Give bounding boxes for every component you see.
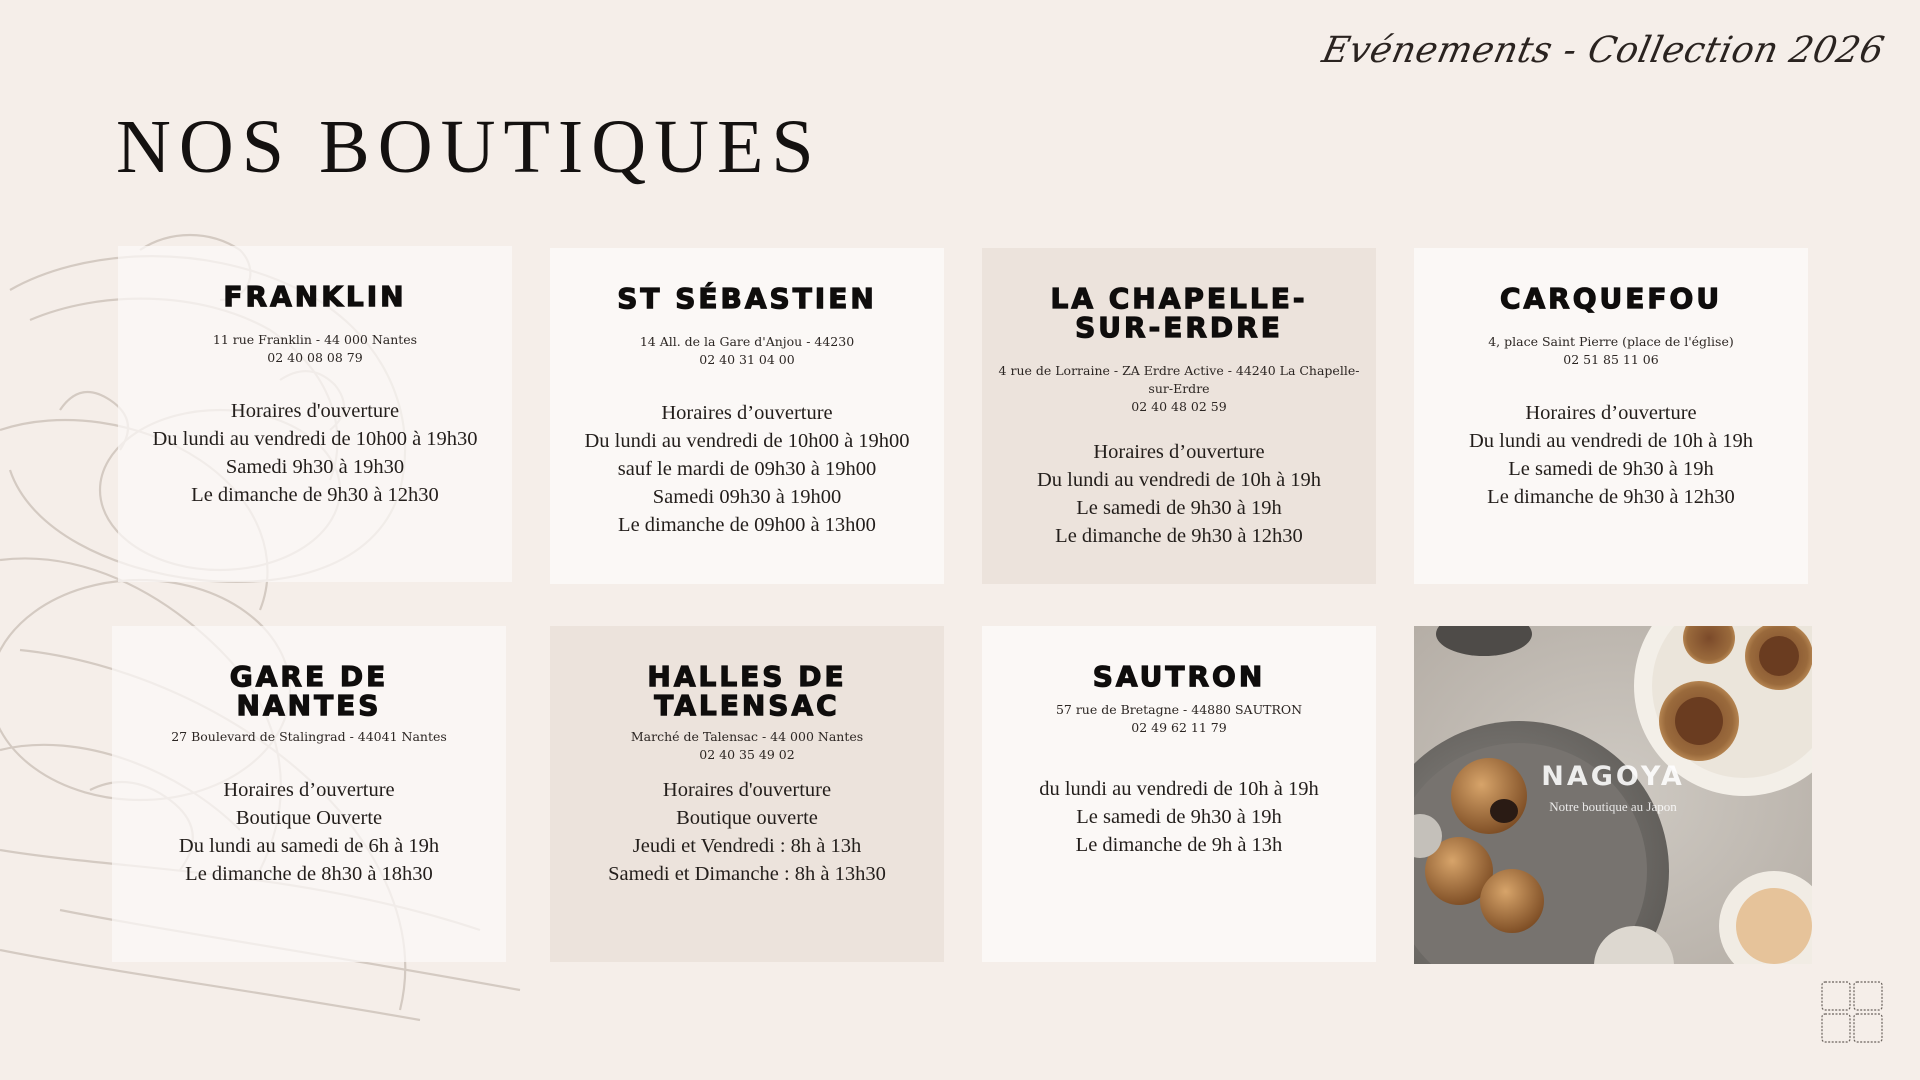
shop-hours bbox=[128, 776, 490, 888]
hours-line: Samedi 09h30 à 19h00 bbox=[652, 486, 842, 508]
shop-hours bbox=[134, 397, 496, 509]
hours-line: Horaires d'ouverture bbox=[662, 779, 832, 801]
shop-phone: 02 49 62 11 79 bbox=[1131, 720, 1227, 735]
hours-line: Horaires d'ouverture bbox=[230, 400, 400, 422]
grid-logo-icon bbox=[1820, 980, 1884, 1044]
hours-line: Horaires d’ouverture bbox=[661, 402, 833, 424]
hours-line: Boutique ouverte bbox=[676, 807, 818, 829]
shop-name: HALLES DE bbox=[647, 660, 847, 693]
shop-address: sur-Erdre bbox=[1148, 381, 1210, 396]
shop-name: TALENSAC bbox=[654, 689, 840, 722]
feature-title: NAGOYA bbox=[1541, 761, 1685, 792]
hours-line: Horaires d’ouverture bbox=[1525, 402, 1697, 424]
shop-name: NANTES bbox=[236, 689, 382, 722]
shop-name: LA CHAPELLE- bbox=[1050, 282, 1308, 315]
shop-name: SUR-ERDRE bbox=[1075, 311, 1283, 344]
hours-line: Jeudi et Vendredi : 8h à 13h bbox=[632, 835, 862, 857]
nagoya-feature-card bbox=[1414, 626, 1812, 964]
shop-name: FRANKLIN bbox=[223, 280, 407, 313]
shop-address: 11 rue Franklin - 44 000 Nantes bbox=[212, 332, 418, 347]
hours-line: Le samedi de 9h30 à 19h bbox=[1076, 497, 1282, 519]
shop-address: 57 rue de Bretagne - 44880 SAUTRON bbox=[1055, 702, 1303, 717]
hours-line: Le dimanche de 9h30 à 12h30 bbox=[191, 484, 439, 506]
shop-hours bbox=[998, 438, 1360, 550]
hours-line: Du lundi au vendredi de 10h00 à 19h00 bbox=[584, 430, 910, 452]
hours-line: Le samedi de 9h30 à 19h bbox=[1076, 806, 1282, 828]
shop-address: Marché de Talensac - 44 000 Nantes bbox=[630, 729, 864, 744]
hours-line: Le samedi de 9h30 à 19h bbox=[1508, 458, 1714, 480]
hours-line: Le dimanche de 9h à 13h bbox=[1075, 834, 1283, 856]
shop-name: SAUTRON bbox=[1092, 660, 1266, 693]
shop-name: GARE DE bbox=[229, 660, 389, 693]
hours-line: Samedi 9h30 à 19h30 bbox=[225, 456, 405, 478]
shop-address: 4, place Saint Pierre (place de l'église) bbox=[1488, 334, 1734, 349]
hours-line: Du lundi au samedi de 6h à 19h bbox=[178, 835, 440, 857]
pastry-photo bbox=[1414, 626, 1812, 964]
shop-card-franklin bbox=[118, 246, 512, 582]
shop-card-st-sebastien bbox=[550, 248, 944, 584]
shop-card-sautron bbox=[982, 626, 1376, 962]
shop-card-la-chapelle-sur-erdre bbox=[982, 248, 1376, 584]
shop-card-gare-de-nantes bbox=[112, 626, 506, 962]
shop-card-halles-de-talensac bbox=[550, 626, 944, 962]
shop-hours bbox=[1430, 399, 1792, 511]
hours-line: du lundi au vendredi de 10h à 19h bbox=[1039, 778, 1319, 800]
shop-phone: 02 40 35 49 02 bbox=[699, 747, 795, 762]
shop-hours bbox=[566, 399, 928, 539]
shop-address: 27 Boulevard de Stalingrad - 44041 Nantes bbox=[171, 729, 447, 744]
shop-phone: 02 40 48 02 59 bbox=[1131, 399, 1227, 414]
hours-line: Du lundi au vendredi de 10h00 à 19h30 bbox=[152, 428, 478, 450]
shop-address: 4 rue de Lorraine - ZA Erdre Active - 44240 La Chapelle- bbox=[998, 363, 1360, 378]
hours-line: Le dimanche de 09h00 à 13h00 bbox=[618, 514, 876, 536]
hours-line: Horaires d’ouverture bbox=[1093, 441, 1265, 463]
collection-label: Evénements - Collection 2026 bbox=[1318, 30, 1889, 71]
hours-line: Le dimanche de 9h30 à 12h30 bbox=[1055, 525, 1303, 547]
hours-line: Du lundi au vendredi de 10h à 19h bbox=[1036, 469, 1322, 491]
feature-subtitle: Notre boutique au Japon bbox=[1549, 799, 1677, 814]
shop-phone: 02 51 85 11 06 bbox=[1563, 352, 1659, 367]
hours-line: Le dimanche de 8h30 à 18h30 bbox=[185, 863, 433, 885]
shop-phone: 02 40 08 08 79 bbox=[267, 350, 363, 365]
hours-line: Du lundi au vendredi de 10h à 19h bbox=[1468, 430, 1754, 452]
shop-address: 14 All. de la Gare d'Anjou - 44230 bbox=[639, 334, 855, 349]
hours-line: sauf le mardi de 09h30 à 19h00 bbox=[617, 458, 877, 480]
shop-phone: 02 40 31 04 00 bbox=[699, 352, 795, 367]
hours-line: Boutique Ouverte bbox=[235, 807, 383, 829]
shop-name: CARQUEFOU bbox=[1499, 282, 1723, 315]
hours-line: Horaires d’ouverture bbox=[223, 779, 395, 801]
shop-name: ST SÉBASTIEN bbox=[617, 282, 877, 315]
shop-hours bbox=[566, 776, 928, 888]
shop-card-carquefou bbox=[1414, 248, 1808, 584]
hours-line: Le dimanche de 9h30 à 12h30 bbox=[1487, 486, 1735, 508]
shop-hours bbox=[998, 775, 1360, 859]
page-title: NOS BOUTIQUES bbox=[116, 105, 822, 189]
hours-line: Samedi et Dimanche : 8h à 13h30 bbox=[608, 863, 886, 885]
